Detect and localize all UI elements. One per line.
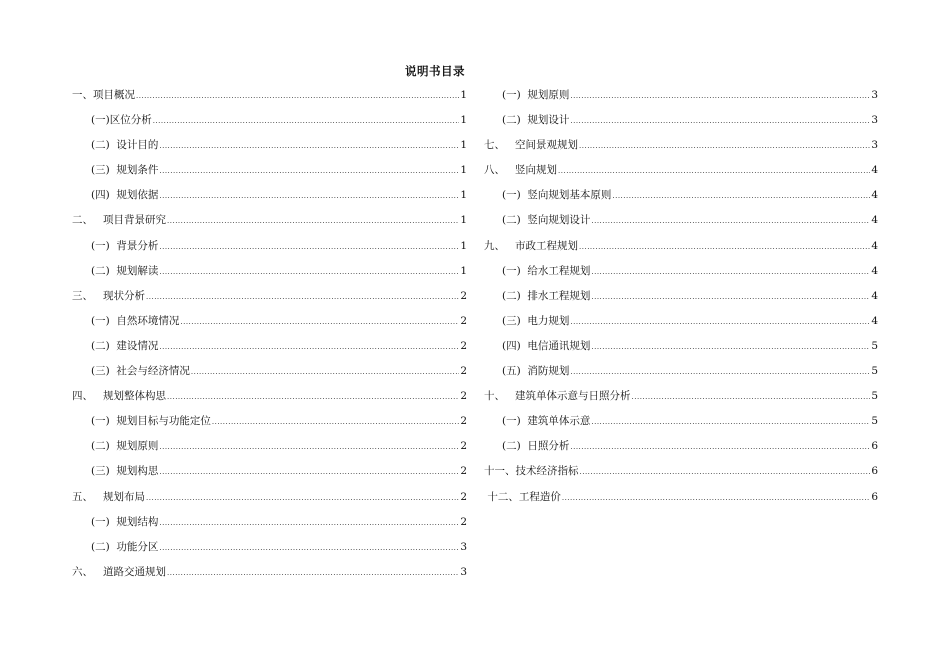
dot-leader: [159, 340, 459, 354]
toc-entry[interactable]: [72, 213, 467, 238]
toc-entry-page-number: 2: [460, 314, 467, 327]
toc-entry[interactable]: [72, 163, 467, 188]
toc-entry-label: (二) 规划解读: [91, 264, 159, 277]
toc-entry-label: 十、 建筑单体示意与日照分析: [484, 390, 631, 403]
toc-entry[interactable]: [72, 314, 467, 339]
toc-entry-label: (三) 规划构思: [91, 465, 159, 478]
toc-entry[interactable]: [484, 289, 878, 314]
toc-entry-page-number: 3: [871, 114, 878, 127]
toc-entry-label: (五) 消防规划: [502, 365, 570, 378]
document-title: 说明书目录: [405, 64, 465, 78]
toc-entry-page-number: 2: [460, 289, 467, 302]
toc-entry[interactable]: [484, 364, 878, 389]
dot-leader: [167, 390, 459, 404]
toc-entry[interactable]: [484, 213, 878, 238]
toc-entry-page-number: 5: [871, 365, 878, 378]
toc-entry-label: 九、 市政工程规划: [484, 239, 579, 252]
dot-leader: [562, 491, 870, 505]
dot-leader: [191, 365, 459, 379]
toc-entry-label: 七、 空间景观规划: [484, 139, 579, 152]
toc-entry-label: (一) 规划结构: [91, 515, 159, 528]
toc-entry-label: (二) 竖向规划设计: [502, 214, 591, 227]
toc-entry-label: (一) 规划原则: [502, 89, 570, 101]
dot-leader: [612, 189, 870, 203]
dot-leader: [159, 465, 459, 479]
toc-entry-page-number: 6: [871, 490, 878, 503]
toc-entry-label: 五、 规划布局: [72, 490, 146, 503]
toc-entry-label: (二) 规划原则: [91, 440, 159, 453]
toc-entry-label: (一) 竖向规划基本原则: [502, 189, 612, 202]
toc-entry-page-number: 1: [460, 114, 467, 127]
toc-entry[interactable]: [72, 490, 467, 515]
toc-entry[interactable]: [484, 113, 878, 138]
toc-entry[interactable]: [72, 364, 467, 389]
toc-entry-page-number: 5: [871, 390, 878, 403]
toc-entry[interactable]: [484, 88, 878, 113]
toc-entry-label: (一) 自然环境情况: [91, 314, 180, 327]
toc-entry[interactable]: [72, 239, 467, 264]
toc-entry-label: 四、 规划整体构思: [72, 390, 167, 403]
toc-entry-page-number: 3: [871, 89, 878, 101]
dot-leader: [159, 240, 459, 254]
toc-entry[interactable]: [484, 239, 878, 264]
dot-leader: [167, 214, 459, 228]
toc-entry[interactable]: [484, 188, 878, 213]
dot-leader: [579, 139, 870, 153]
dot-leader: [558, 164, 870, 178]
toc-entry[interactable]: [72, 464, 467, 489]
toc-entry-label: (二) 设计目的: [91, 139, 159, 152]
toc-entry-label: 三、 现状分析: [72, 289, 146, 302]
toc-entry-label: (三) 规划条件: [91, 164, 159, 177]
dot-leader: [159, 164, 459, 178]
toc-entry-page-number: 4: [871, 214, 878, 227]
dot-leader: [146, 290, 459, 304]
dot-leader: [180, 315, 459, 329]
toc-entry[interactable]: [72, 540, 467, 565]
toc-entry[interactable]: [484, 389, 878, 414]
toc-entry-label: (二) 建设情况: [91, 339, 159, 352]
toc-entry[interactable]: [72, 439, 467, 464]
toc-entry-label: 二、 项目背景研究: [72, 214, 167, 227]
toc-entry[interactable]: [72, 113, 467, 138]
dot-leader: [159, 516, 459, 530]
toc-entry[interactable]: [484, 490, 878, 515]
toc-entry[interactable]: [72, 339, 467, 364]
toc-entry-page-number: 1: [460, 214, 467, 227]
toc-entry-page-number: 3: [460, 540, 467, 553]
toc-entry-page-number: 1: [460, 164, 467, 177]
toc-entry-label: (二) 排水工程规划: [502, 289, 591, 302]
toc-entry-page-number: 2: [460, 390, 467, 403]
toc-entry-label: (一) 背景分析: [91, 239, 159, 252]
toc-entry[interactable]: [484, 314, 878, 339]
dot-leader: [591, 290, 870, 304]
toc-entry-label: 六、 道路交通规划: [72, 565, 167, 578]
toc-entry-label: (一)区位分析: [91, 114, 152, 127]
toc-entry-page-number: 6: [871, 465, 878, 478]
dot-leader: [570, 89, 870, 103]
dot-leader: [167, 566, 459, 580]
toc-entry-label: (四) 规划依据: [91, 189, 159, 202]
toc-entry-page-number: 4: [871, 239, 878, 252]
toc-entry-page-number: 1: [460, 139, 467, 152]
dot-leader: [159, 189, 459, 203]
toc-entry-label: (一) 建筑单体示意: [502, 415, 591, 428]
toc-entry-label: 十二、工程造价: [484, 490, 561, 503]
toc-entry-label: 一、项目概况: [72, 89, 135, 101]
toc-entry-page-number: 1: [460, 264, 467, 277]
toc-entry-page-number: 5: [871, 339, 878, 352]
dot-leader: [159, 440, 459, 454]
toc-entry-page-number: 4: [871, 189, 878, 202]
toc-entry[interactable]: [72, 289, 467, 314]
toc-entry-page-number: 3: [871, 139, 878, 152]
toc-entry-page-number: 1: [460, 189, 467, 202]
toc-entry[interactable]: [72, 565, 467, 590]
toc-entry-page-number: 2: [460, 515, 467, 528]
toc-entry[interactable]: [484, 163, 878, 188]
toc-entry-page-number: 1: [460, 89, 467, 101]
toc-entry-label: 十一、技术经济指标: [484, 465, 579, 478]
toc-entry[interactable]: [484, 464, 878, 489]
dot-leader: [570, 440, 870, 454]
dot-leader: [146, 491, 459, 505]
dot-leader: [579, 240, 870, 254]
dot-leader: [591, 415, 870, 429]
toc-entry-page-number: 2: [460, 440, 467, 453]
toc-entry[interactable]: [484, 264, 878, 289]
toc-entry[interactable]: [484, 138, 878, 163]
dot-leader: [570, 315, 870, 329]
dot-leader: [212, 415, 459, 429]
toc-entry-label: (二) 功能分区: [91, 540, 159, 553]
toc-entry[interactable]: [72, 88, 467, 113]
toc-entry-page-number: 4: [871, 289, 878, 302]
dot-leader: [136, 89, 459, 103]
toc-entry[interactable]: [484, 339, 878, 364]
dot-leader: [580, 465, 871, 479]
toc-entry[interactable]: [72, 414, 467, 439]
dot-leader: [591, 340, 870, 354]
toc-entry-label: (二) 日照分析: [502, 440, 570, 453]
toc-entry-page-number: 5: [871, 415, 878, 428]
dot-leader: [159, 139, 459, 153]
dot-leader: [159, 541, 459, 555]
toc-entry-page-number: 6: [871, 440, 878, 453]
dot-leader: [591, 265, 870, 279]
toc-entry[interactable]: [72, 264, 467, 289]
toc-entry-label: (一) 规划目标与功能定位: [91, 415, 211, 428]
toc-entry-page-number: 2: [460, 415, 467, 428]
toc-entry-label: (二) 规划设计: [502, 114, 570, 127]
dot-leader: [632, 390, 871, 404]
dot-leader: [591, 214, 870, 228]
toc-entry-page-number: 3: [460, 565, 467, 578]
toc-right-column: [484, 88, 878, 515]
toc-entry-label: (三) 电力规划: [502, 314, 570, 327]
toc-entry-page-number: 4: [871, 264, 878, 277]
toc-entry-page-number: 4: [871, 314, 878, 327]
dot-leader: [570, 365, 870, 379]
toc-entry-label: 八、 竖向规划: [484, 164, 558, 177]
toc-entry[interactable]: [484, 414, 878, 439]
toc-entry[interactable]: [484, 439, 878, 464]
toc-entry[interactable]: [72, 389, 467, 414]
toc-entry-label: (一) 给水工程规划: [502, 264, 591, 277]
toc-entry-label: (三) 社会与经济情况: [91, 365, 190, 378]
toc-entry[interactable]: [72, 188, 467, 213]
toc-entry-label: (四) 电信通讯规划: [502, 339, 591, 352]
toc-entry-page-number: 2: [460, 339, 467, 352]
toc-entry-page-number: 2: [460, 465, 467, 478]
toc-entry-page-number: 2: [460, 365, 467, 378]
toc-entry-page-number: 4: [871, 164, 878, 177]
toc-entry-page-number: 2: [460, 490, 467, 503]
toc-entry[interactable]: [72, 515, 467, 540]
toc-entry-page-number: 1: [460, 239, 467, 252]
dot-leader: [159, 265, 459, 279]
dot-leader: [570, 114, 870, 128]
dot-leader: [153, 114, 460, 128]
toc-entry[interactable]: [72, 138, 467, 163]
toc-left-column: [72, 88, 467, 590]
